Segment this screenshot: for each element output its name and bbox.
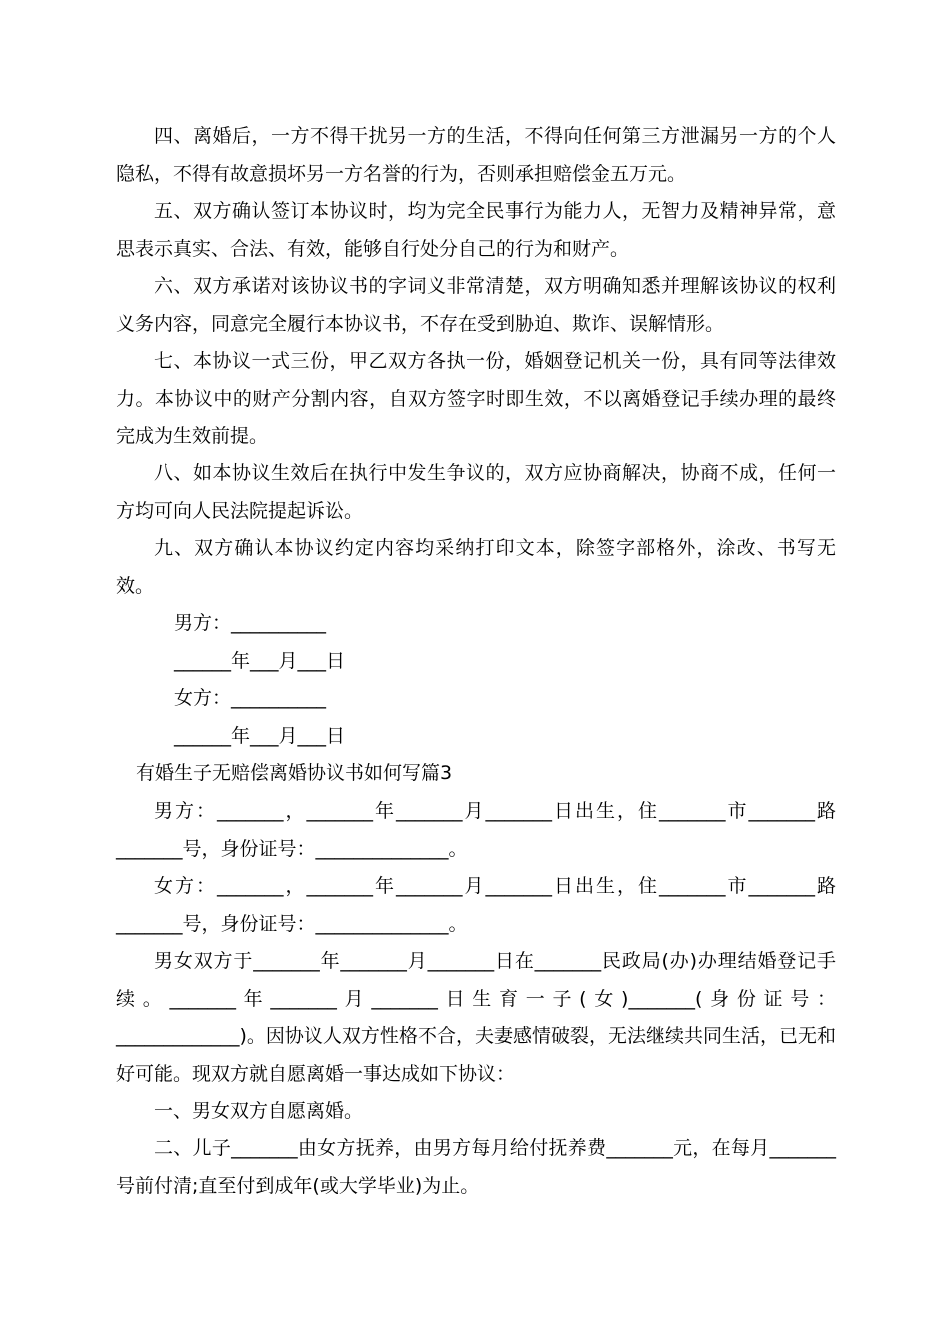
- clause-2: 二、儿子_______由女方抚养，由男方每月给付抚养费_______元，在每月_______号前付清;直至付到成年(或大学毕业)为止。: [116, 1137, 836, 1197]
- marriage-intro: 男女双方于_______年_______月_______日在_______民政局(办)办理结婚登记手续。_______年_______月_______日生育一子(女)_______(身份证号：_____________)。因协议人双方性格不合，夫妻感情破裂，无法继续共同生活，已无和好可能。现双方就自愿离婚一事达成如下协议：: [116, 950, 836, 1085]
- clause-1: 一、男女双方自愿离婚。: [154, 1100, 364, 1122]
- clause-6: 六、双方承诺对该协议书的字词义非常清楚，双方明确知悉并理解该协议的权利义务内容，同意完全履行本协议书，不存在受到胁迫、欺诈、误解情形。: [116, 275, 836, 335]
- female-signature-line: 女方：__________: [174, 687, 327, 709]
- clause-8: 八、如本协议生效后在执行中发生争议的，双方应协商解决，协商不成，任何一方均可向人民法院提起诉讼。: [116, 462, 836, 522]
- section-title: 有婚生子无赔偿离婚协议书如何写篇3: [136, 762, 453, 784]
- female-info: 女方：_______，_______年_______月_______日出生，住_______市_______路_______号，身份证号：______________。: [116, 875, 836, 935]
- date-line-1: ______年___月___日: [174, 650, 346, 672]
- clause-4: 四、离婚后，一方不得干扰另一方的生活，不得向任何第三方泄漏另一方的个人隐私，不得有故意损坏另一方名誉的行为，否则承担赔偿金五万元。: [116, 125, 836, 185]
- clause-7: 七、本协议一式三份，甲乙双方各执一份，婚姻登记机关一份，具有同等法律效力。本协议中的财产分割内容，自双方签字时即生效，不以离婚登记手续办理的最终完成为生效前提。: [116, 350, 836, 447]
- date-line-2: ______年___月___日: [174, 725, 346, 747]
- male-signature-line: 男方：__________: [174, 612, 327, 634]
- clause-9: 九、双方确认本协议约定内容均采纳打印文本，除签字部格外，涂改、书写无效。: [116, 537, 836, 597]
- clause-5: 五、双方确认签订本协议时，均为完全民事行为能力人，无智力及精神异常，意思表示真实、合法、有效，能够自行处分自己的行为和财产。: [116, 200, 836, 260]
- male-info: 男方：_______，_______年_______月_______日出生，住_______市_______路_______号，身份证号：______________。: [116, 800, 836, 860]
